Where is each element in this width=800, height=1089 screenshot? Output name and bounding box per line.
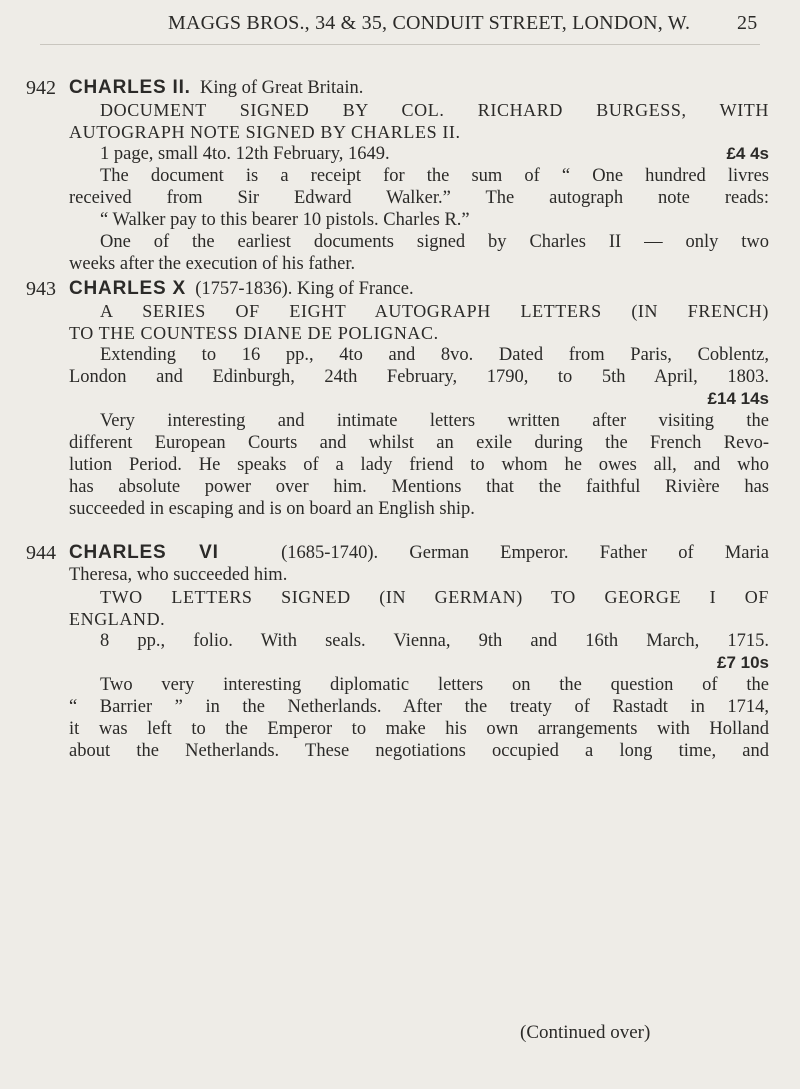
lot-description-line: has absolute power over him. Mentions that the faithful Rivière has	[69, 477, 769, 497]
lot-number: 942	[26, 77, 56, 99]
lot-price: £7 10s	[717, 653, 769, 672]
lot-body	[69, 77, 769, 275]
lot-description-line: succeeded in escaping and is on board an English ship.	[69, 499, 475, 519]
lot-details: 8 pp., folio. With seals. Vienna, 9th and 16th March, 1715.	[100, 631, 769, 651]
lot-description-line: The document is a receipt for the sum of “ One hundred livres	[100, 166, 769, 186]
lot-description-line: it was left to the Emperor to make his own arrangements with Holland	[69, 719, 769, 739]
lot-title-line: A SERIES OF EIGHT AUTOGRAPH LETTERS (IN FRENCH)	[100, 301, 769, 321]
lot-description-line: lution Period. He speaks of a lady friend to whom he owes all, and who	[69, 455, 769, 475]
lot-description-line: different European Courts and whilst an exile during the French Revo-	[69, 433, 769, 453]
running-title: MAGGS BROS., 34 & 35, CONDUIT STREET, LONDON, W.	[168, 12, 691, 34]
lot-details-row	[69, 143, 769, 165]
lot-description-line: Very interesting and intimate letters written after visiting the	[100, 411, 769, 431]
lot-description-line: weeks after the execution of his father.	[69, 254, 356, 274]
lot-heading	[69, 278, 769, 300]
lot-lead: King of Great Britain.	[200, 78, 364, 98]
lot-lead: (1685-1740). German Emperor. Father of Maria	[281, 543, 769, 563]
lot-description-line: “ Barrier ” in the Netherlands. After the treaty of Rastadt in 1714,	[69, 697, 769, 717]
lot-title-line: TWO LETTERS SIGNED (IN GERMAN) TO GEORGE I OF	[100, 587, 769, 607]
lot-lead-cont: Theresa, who succeeded him.	[69, 565, 288, 585]
lot-name: CHARLES VI	[69, 542, 219, 563]
lot-title-line: AUTOGRAPH NOTE SIGNED BY CHARLES II.	[69, 122, 461, 142]
lot-body	[69, 278, 769, 520]
lot-name: CHARLES X	[69, 278, 186, 299]
running-head	[168, 12, 758, 35]
lot-price: £4 4s	[726, 144, 769, 163]
lot-heading	[69, 542, 769, 564]
header-rule	[40, 44, 760, 45]
page-number: 25	[737, 12, 758, 34]
lot-body	[69, 542, 769, 762]
lot-description-line: Two very interesting diplomatic letters on the question of the	[100, 675, 769, 695]
lot-description-line: received from Sir Edward Walker.” The autograph note reads:	[69, 188, 769, 208]
continued-note: (Continued over)	[520, 1022, 651, 1043]
lot-number: 944	[26, 542, 56, 564]
lot-number: 943	[26, 278, 56, 300]
lot-price: £14 14s	[707, 389, 769, 408]
lot-title-line: ENGLAND.	[69, 609, 166, 629]
lot-lead: (1757-1836). King of France.	[195, 279, 414, 299]
lot-price-row	[69, 652, 769, 674]
lot-details: 1 page, small 4to. 12th February, 1649.	[100, 144, 390, 164]
lot-description-line: “ Walker pay to this bearer 10 pistols. Charles R.”	[100, 210, 470, 230]
lot-title-line: TO THE COUNTESS DIANE DE POLIGNAC.	[69, 323, 439, 343]
lot-description-line: One of the earliest documents signed by Charles II — only two	[100, 232, 769, 252]
lot-details-line: London and Edinburgh, 24th February, 1790, to 5th April, 1803.	[69, 367, 769, 387]
lot-price-row	[69, 388, 769, 410]
lot-name: CHARLES II.	[69, 77, 191, 98]
lot-details-line: Extending to 16 pp., 4to and 8vo. Dated from Paris, Coblentz,	[100, 345, 769, 365]
lot-title-line: DOCUMENT SIGNED BY COL. RICHARD BURGESS, WITH	[100, 100, 769, 120]
lot-description-line: about the Netherlands. These negotiations occupied a long time, and	[69, 741, 769, 761]
lot-heading	[69, 77, 769, 99]
